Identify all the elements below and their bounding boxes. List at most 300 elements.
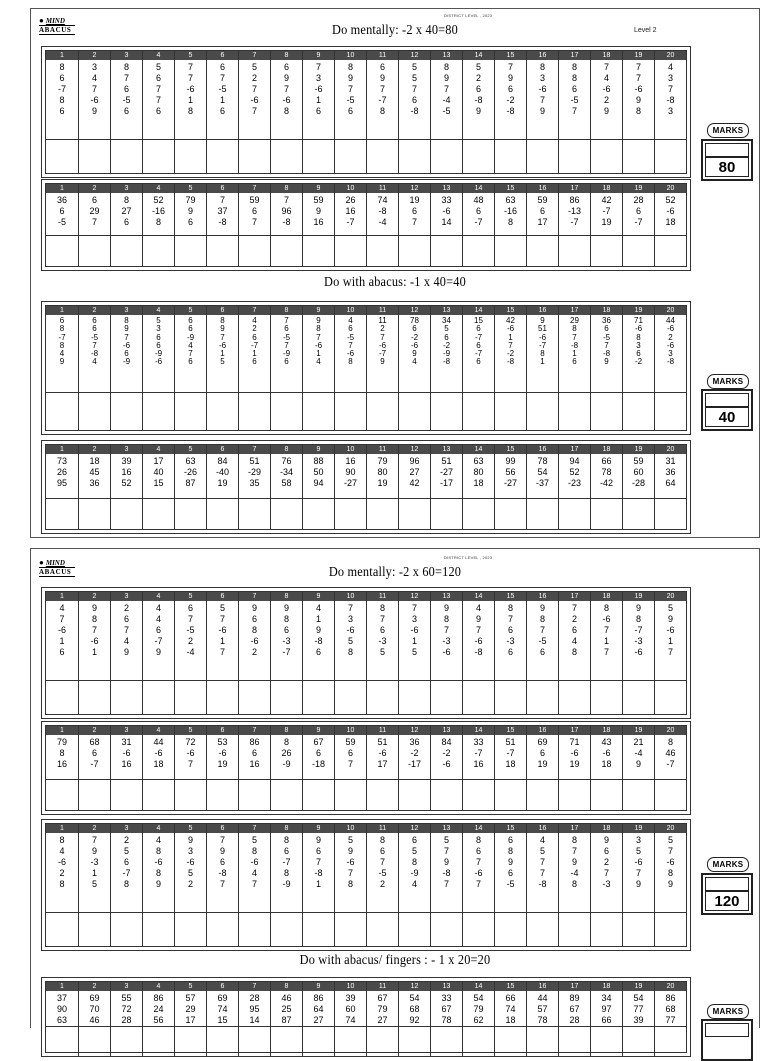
answer-cell[interactable]: [399, 139, 430, 173]
question-value: 39: [345, 993, 356, 1003]
answer-cell[interactable]: [623, 680, 654, 714]
question-value: -26: [183, 467, 197, 477]
answer-cell[interactable]: [303, 779, 334, 810]
question-values: [431, 193, 462, 235]
answer-cell[interactable]: [591, 235, 622, 266]
question-number: 18: [591, 726, 622, 735]
answer-cell[interactable]: [335, 139, 366, 173]
answer-cell[interactable]: [111, 779, 142, 810]
answer-cell[interactable]: [591, 498, 622, 529]
question-column: [110, 445, 142, 529]
question-values: [239, 991, 270, 1026]
question-value: 27: [313, 1015, 324, 1025]
question-value: 8: [283, 868, 289, 878]
question-column: [526, 306, 558, 430]
question-value: 2: [123, 835, 129, 845]
answer-cell[interactable]: [559, 1026, 590, 1057]
question-values: [175, 735, 206, 779]
answer-cell[interactable]: [175, 680, 206, 714]
answer-cell[interactable]: [495, 392, 526, 430]
answer-cell[interactable]: [623, 139, 654, 173]
answer-cell[interactable]: [239, 680, 270, 714]
answer-cell[interactable]: [46, 1026, 78, 1057]
district-level-text: DISTRICT LEVEL , 2023: [444, 13, 493, 18]
answer-cell[interactable]: [46, 235, 78, 266]
question-value: -6: [474, 636, 483, 646]
answer-cell[interactable]: [655, 235, 686, 266]
answer-cell[interactable]: [143, 680, 174, 714]
question-values: [46, 735, 78, 779]
question-number: 4: [143, 824, 174, 833]
answer-cell[interactable]: [111, 392, 142, 430]
answer-cell[interactable]: [623, 779, 654, 810]
answer-cell[interactable]: [495, 1026, 526, 1057]
answer-cell[interactable]: [495, 498, 526, 529]
answer-cell[interactable]: [175, 498, 206, 529]
question-value: -6: [378, 748, 387, 758]
question-value: 8: [251, 625, 257, 635]
answer-cell[interactable]: [399, 392, 430, 430]
question-value: 7: [443, 879, 449, 889]
question-value: 7: [539, 868, 545, 878]
answer-cell[interactable]: [303, 235, 334, 266]
question-column: [430, 445, 462, 529]
answer-cell[interactable]: [111, 235, 142, 266]
question-column: [462, 592, 494, 714]
question-value: 8: [667, 868, 673, 878]
answer-cell[interactable]: [46, 498, 78, 529]
answer-cell[interactable]: [207, 912, 238, 946]
question-value: 4: [412, 357, 417, 367]
answer-cell[interactable]: [431, 498, 462, 529]
answer-cell[interactable]: [175, 392, 206, 430]
answer-cell[interactable]: [207, 235, 238, 266]
answer-cell[interactable]: [303, 139, 334, 173]
answer-cell[interactable]: [271, 779, 302, 810]
answer-cell[interactable]: [46, 392, 78, 430]
answer-cell[interactable]: [399, 912, 430, 946]
question-value: 86: [313, 993, 324, 1003]
answer-cell[interactable]: [463, 139, 494, 173]
answer-cell[interactable]: [143, 498, 174, 529]
question-column: [654, 306, 686, 430]
question-values: [207, 454, 238, 498]
question-value: 16: [345, 206, 356, 216]
answer-cell[interactable]: [527, 498, 558, 529]
answer-cell[interactable]: [559, 779, 590, 810]
answer-cell[interactable]: [367, 912, 398, 946]
question-value: -27: [439, 467, 453, 477]
question-value: -3: [634, 636, 643, 646]
question-values: [271, 454, 302, 498]
answer-cell[interactable]: [367, 779, 398, 810]
question-value: 94: [313, 478, 324, 488]
question-value: 29: [570, 316, 579, 325]
mind-abacus-logo: ● MIND ABACUS: [39, 13, 75, 35]
question-column: [654, 592, 686, 714]
answer-cell[interactable]: [399, 680, 430, 714]
answer-cell[interactable]: [527, 680, 558, 714]
question-value: -6: [186, 84, 195, 94]
answer-cell[interactable]: [335, 235, 366, 266]
question-values: [111, 833, 142, 912]
question-values: [79, 833, 110, 912]
question-value: 6: [411, 206, 417, 216]
question-number: 17: [559, 824, 590, 833]
question-number: 17: [559, 184, 590, 193]
question-values: [111, 454, 142, 498]
answer-cell[interactable]: [431, 1026, 462, 1057]
question-column: [558, 592, 590, 714]
question-number: 6: [207, 445, 238, 454]
question-column: [46, 51, 78, 173]
answer-cell[interactable]: [623, 912, 654, 946]
answer-cell[interactable]: [399, 235, 430, 266]
answer-cell[interactable]: [559, 498, 590, 529]
answer-cell[interactable]: [463, 498, 494, 529]
question-value: -5: [122, 95, 131, 105]
question-value: -5: [346, 332, 355, 342]
answer-cell[interactable]: [271, 498, 302, 529]
answer-cell[interactable]: [527, 235, 558, 266]
answer-cell[interactable]: [239, 1026, 270, 1057]
question-column: [462, 184, 494, 266]
question-value: 7: [91, 84, 97, 94]
question-value: 53: [217, 737, 228, 747]
answer-cell[interactable]: [591, 392, 622, 430]
answer-cell[interactable]: [591, 139, 622, 173]
question-value: 3: [636, 340, 641, 350]
answer-cell[interactable]: [463, 680, 494, 714]
answer-cell[interactable]: [111, 139, 142, 173]
answer-cell[interactable]: [367, 1026, 398, 1057]
question-value: -7: [154, 636, 163, 646]
question-number: 1: [46, 51, 78, 60]
question-number: 15: [495, 51, 526, 60]
answer-cell[interactable]: [143, 139, 174, 173]
question-value: 96: [409, 456, 420, 466]
question-value: -8: [90, 349, 99, 359]
question-column: [622, 445, 654, 529]
question-value: -7: [474, 217, 483, 227]
answer-cell[interactable]: [367, 392, 398, 430]
question-column: [46, 824, 78, 946]
answer-cell[interactable]: [463, 235, 494, 266]
question-value: 7: [475, 625, 481, 635]
answer-cell[interactable]: [655, 392, 686, 430]
answer-cell[interactable]: [623, 235, 654, 266]
question-column: [302, 445, 334, 529]
answer-cell[interactable]: [239, 912, 270, 946]
answer-cell[interactable]: [591, 680, 622, 714]
question-value: 7: [124, 332, 129, 342]
marks-score-box: [701, 389, 753, 431]
question-value: 6: [92, 316, 97, 325]
answer-cell[interactable]: [623, 498, 654, 529]
answer-cell[interactable]: [207, 779, 238, 810]
answer-cell[interactable]: [495, 680, 526, 714]
question-value: 79: [377, 1004, 388, 1014]
answer-cell[interactable]: [655, 779, 686, 810]
answer-cell[interactable]: [175, 1026, 206, 1057]
answer-cell[interactable]: [527, 1026, 558, 1057]
question-value: 8: [443, 62, 449, 72]
question-value: 8: [379, 106, 385, 116]
answer-cell[interactable]: [207, 1026, 238, 1057]
answer-cell[interactable]: [303, 498, 334, 529]
question-value: 6: [251, 614, 257, 624]
question-value: 6: [539, 206, 545, 216]
question-column: [334, 51, 366, 173]
answer-cell[interactable]: [399, 1026, 430, 1057]
answer-cell[interactable]: [463, 912, 494, 946]
question-values: [367, 601, 398, 680]
answer-cell[interactable]: [527, 392, 558, 430]
answer-cell[interactable]: [623, 1026, 654, 1057]
question-column: [526, 445, 558, 529]
answer-cell[interactable]: [399, 498, 430, 529]
question-number: 11: [367, 726, 398, 735]
question-value: 7: [91, 625, 97, 635]
answer-cell[interactable]: [239, 498, 270, 529]
answer-cell[interactable]: [239, 392, 270, 430]
answer-cell[interactable]: [367, 235, 398, 266]
answer-cell[interactable]: [463, 392, 494, 430]
question-column: [398, 726, 430, 810]
question-number: 14: [463, 726, 494, 735]
answer-cell[interactable]: [335, 498, 366, 529]
answer-cell[interactable]: [207, 498, 238, 529]
answer-cell[interactable]: [175, 235, 206, 266]
question-column: [526, 184, 558, 266]
question-column: [590, 726, 622, 810]
question-value: 36: [56, 195, 67, 205]
question-number: 3: [111, 306, 142, 315]
question-column: [398, 982, 430, 1057]
answer-cell[interactable]: [335, 912, 366, 946]
answer-cell[interactable]: [271, 235, 302, 266]
answer-cell[interactable]: [655, 1026, 686, 1057]
question-values: [271, 60, 302, 139]
answer-cell[interactable]: [46, 680, 78, 714]
answer-cell[interactable]: [591, 1026, 622, 1057]
answer-cell[interactable]: [271, 1026, 302, 1057]
answer-cell[interactable]: [591, 779, 622, 810]
question-column: [334, 726, 366, 810]
answer-cell[interactable]: [79, 1026, 110, 1057]
question-column: [430, 726, 462, 810]
question-values: [367, 991, 398, 1026]
question-value: -6: [346, 625, 355, 635]
question-column: [78, 306, 110, 430]
answer-cell[interactable]: [79, 779, 110, 810]
answer-cell[interactable]: [271, 680, 302, 714]
answer-cell[interactable]: [655, 139, 686, 173]
answer-cell[interactable]: [495, 779, 526, 810]
answer-cell[interactable]: [303, 1026, 334, 1057]
question-value: 6: [636, 349, 641, 359]
answer-cell[interactable]: [111, 498, 142, 529]
question-value: 5: [635, 846, 641, 856]
question-value: -3: [442, 636, 451, 646]
question-value: 29: [89, 206, 100, 216]
answer-cell[interactable]: [303, 392, 334, 430]
question-values: [335, 60, 366, 139]
answer-cell[interactable]: [143, 1026, 174, 1057]
question-value: 7: [187, 759, 193, 769]
answer-cell[interactable]: [399, 779, 430, 810]
answer-cell[interactable]: [207, 139, 238, 173]
question-number: 8: [271, 445, 302, 454]
question-value: 1: [316, 349, 321, 359]
answer-cell[interactable]: [591, 912, 622, 946]
answer-cell[interactable]: [143, 235, 174, 266]
question-number: 2: [79, 445, 110, 454]
question-value: 8: [59, 835, 65, 845]
answer-cell[interactable]: [207, 680, 238, 714]
question-column: [590, 445, 622, 529]
answer-cell[interactable]: [431, 235, 462, 266]
answer-cell[interactable]: [239, 139, 270, 173]
answer-cell[interactable]: [527, 779, 558, 810]
answer-cell[interactable]: [367, 680, 398, 714]
answer-cell[interactable]: [271, 912, 302, 946]
answer-cell[interactable]: [463, 779, 494, 810]
answer-cell[interactable]: [303, 912, 334, 946]
answer-cell[interactable]: [79, 139, 110, 173]
question-value: 1: [315, 95, 321, 105]
question-column: [78, 592, 110, 714]
question-number: 11: [367, 306, 398, 315]
question-number: 12: [399, 306, 430, 315]
answer-cell[interactable]: [431, 392, 462, 430]
question-value: -9: [282, 759, 291, 769]
answer-cell[interactable]: [431, 912, 462, 946]
answer-cell[interactable]: [335, 392, 366, 430]
question-value: 56: [505, 467, 516, 477]
question-value: 9: [187, 835, 193, 845]
question-values: [591, 601, 622, 680]
answer-cell[interactable]: [111, 680, 142, 714]
question-value: 9: [155, 647, 161, 657]
question-value: 15: [474, 316, 483, 325]
answer-cell[interactable]: [271, 392, 302, 430]
answer-cell[interactable]: [431, 680, 462, 714]
answer-cell[interactable]: [143, 392, 174, 430]
answer-cell[interactable]: [46, 912, 78, 946]
answer-cell[interactable]: [207, 392, 238, 430]
question-column: [270, 51, 302, 173]
answer-cell[interactable]: [79, 912, 110, 946]
answer-cell[interactable]: [46, 139, 78, 173]
question-column: [142, 306, 174, 430]
answer-cell[interactable]: [175, 779, 206, 810]
answer-cell[interactable]: [79, 498, 110, 529]
question-value: 8: [379, 603, 385, 613]
question-value: 28: [121, 1015, 132, 1025]
answer-cell[interactable]: [111, 912, 142, 946]
answer-cell[interactable]: [46, 779, 78, 810]
question-value: 7: [443, 846, 449, 856]
answer-cell[interactable]: [495, 139, 526, 173]
answer-cell[interactable]: [367, 139, 398, 173]
question-value: -5: [538, 636, 547, 646]
answer-cell[interactable]: [655, 912, 686, 946]
question-value: 7: [155, 84, 161, 94]
answer-cell[interactable]: [239, 235, 270, 266]
answer-cell[interactable]: [271, 139, 302, 173]
question-number: 4: [143, 726, 174, 735]
answer-cell[interactable]: [527, 139, 558, 173]
question-value: 6: [284, 324, 289, 334]
answer-cell[interactable]: [463, 1026, 494, 1057]
question-value: -9: [282, 879, 291, 889]
answer-cell[interactable]: [367, 498, 398, 529]
question-value: -6: [154, 357, 163, 367]
answer-cell[interactable]: [559, 139, 590, 173]
answer-cell[interactable]: [79, 392, 110, 430]
question-values: [46, 454, 78, 498]
question-value: -6: [666, 625, 675, 635]
answer-cell[interactable]: [335, 779, 366, 810]
answer-cell[interactable]: [79, 680, 110, 714]
question-value: 1: [59, 636, 65, 646]
question-column: [238, 445, 270, 529]
question-number: 11: [367, 445, 398, 454]
answer-cell[interactable]: [239, 779, 270, 810]
question-number: 10: [335, 982, 366, 991]
answer-cell[interactable]: [655, 498, 686, 529]
question-value: -4: [442, 95, 451, 105]
question-column: [654, 726, 686, 810]
answer-cell[interactable]: [559, 680, 590, 714]
question-column: [110, 184, 142, 266]
answer-cell[interactable]: [431, 139, 462, 173]
answer-cell[interactable]: [559, 392, 590, 430]
question-number: 13: [431, 592, 462, 601]
answer-cell[interactable]: [111, 1026, 142, 1057]
answer-cell[interactable]: [495, 912, 526, 946]
answer-cell[interactable]: [175, 912, 206, 946]
answer-cell[interactable]: [335, 680, 366, 714]
question-value: -16: [503, 206, 517, 216]
answer-cell[interactable]: [335, 1026, 366, 1057]
answer-cell[interactable]: [143, 912, 174, 946]
question-values: [335, 454, 366, 498]
answer-cell[interactable]: [495, 235, 526, 266]
question-column: [526, 51, 558, 173]
answer-cell[interactable]: [623, 392, 654, 430]
question-value: 6: [315, 846, 321, 856]
section-title-mental: Do mentally: -2 x 60=120: [328, 565, 462, 580]
answer-cell[interactable]: [303, 680, 334, 714]
question-value: 7: [571, 846, 577, 856]
question-column: [526, 982, 558, 1057]
answer-cell[interactable]: [143, 779, 174, 810]
answer-cell[interactable]: [431, 779, 462, 810]
answer-cell[interactable]: [559, 235, 590, 266]
answer-cell[interactable]: [527, 912, 558, 946]
answer-cell[interactable]: [559, 912, 590, 946]
question-number: 3: [111, 726, 142, 735]
question-value: 6: [476, 340, 481, 350]
question-value: 5: [667, 603, 673, 613]
answer-cell[interactable]: [175, 139, 206, 173]
question-values: [111, 601, 142, 680]
answer-cell[interactable]: [79, 235, 110, 266]
answer-cell[interactable]: [655, 680, 686, 714]
question-value: -6: [90, 636, 99, 646]
